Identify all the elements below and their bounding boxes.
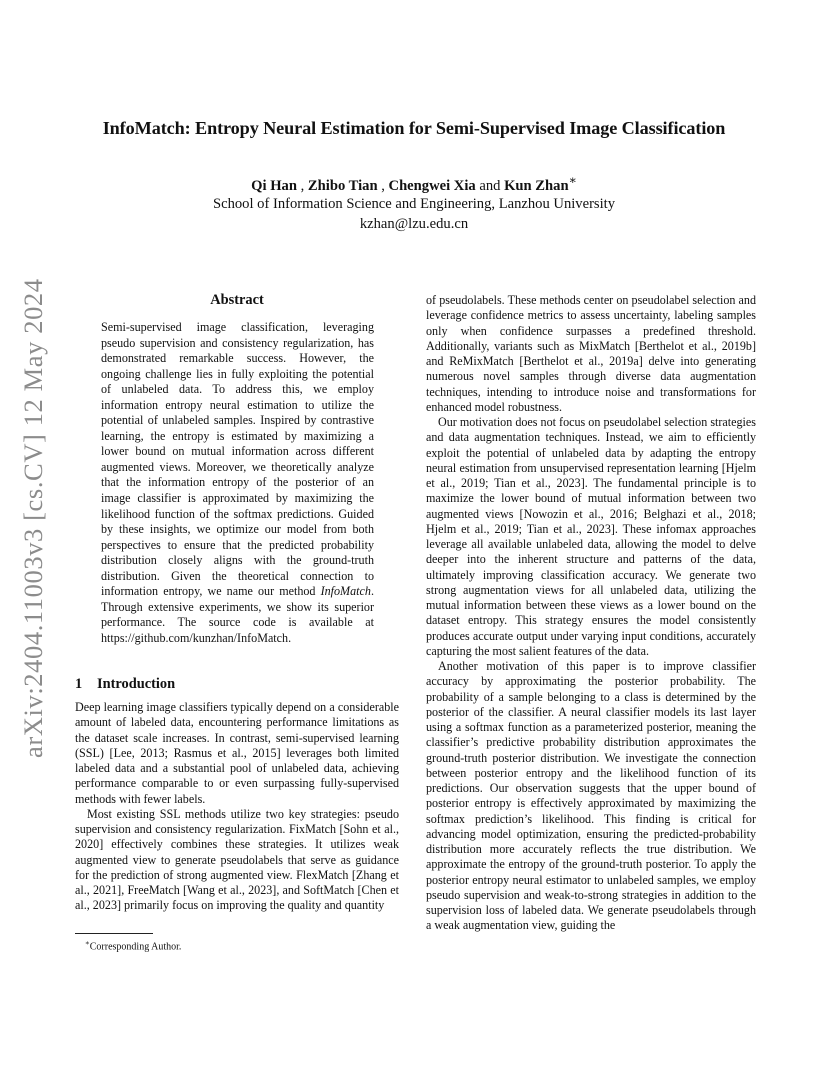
author-name: Qi Han: [251, 177, 297, 194]
paragraph: Most existing SSL methods utilize two key strategies: pseudo supervision and consistency regularization. FixMatch [Sohn et al., 2020] effectively combines these strategies. It utilizes weak augmented view to generate pseudolabels that serve as guidance for the prediction of strong augmented view. FlexMatch [Zhang et al., 2021], FreeMatch [Wang et al., 2023], and SoftMatch [Chen et al., 2023] primarily focus on improving the quality and quantity: [75, 806, 399, 913]
footnote: [85, 939, 181, 952]
affiliation: School of Information Science and Engineering, Lanzhou University: [212, 196, 616, 212]
author-name: Kun Zhan: [504, 177, 569, 194]
paragraph: Deep learning image classifiers typically depend on a considerable amount of labeled data, encountering performance limitations as the dataset scale increases. In contrast, semi-supervised learning (SSL) [Lee, 2013; Rasmus et al., 2015] leverages both limited labeled data and a substantial pool of unlabeled data, achieving performance comparable to or even surpassing fully-supervised methods with fewer labels.: [75, 700, 399, 806]
author-name: Zhibo Tian: [307, 177, 378, 194]
abstract-heading: Abstract: [210, 292, 264, 308]
corresponding-author-mark: ∗: [568, 173, 577, 187]
footnote-text: Corresponding Author.: [89, 941, 182, 953]
section-heading-introduction: [75, 676, 175, 693]
paragraph: of pseudolabels. These methods center on pseudolabel selection and leverage confidence metrics to assess uncertainty, labeling samples only when confidence surpasses a predefined threshold. Additionally, variants such as MixMatch [Berthelot et al., 2019b] and ReMixMatch [Berthelot et al., 2019a] delve into generating numerous novel samples through diverse data augmentation techniques, intending to introduce noise and transformations for enhanced model robustness.: [426, 293, 756, 414]
author-name: Chengwei Xia: [388, 177, 476, 194]
abstract-body: [101, 320, 374, 646]
paper-title: InfoMatch: Entropy Neural Estimation for Semi-Supervised Image Classification: [102, 118, 726, 138]
author-list: [40, 173, 788, 195]
author-separator: ,: [377, 177, 389, 194]
paragraph: Another motivation of this paper is to improve classifier accuracy by approximating the posterior probability. The probability of a sample belonging to a class is determined by the posterior of the classifier. A neural classifier models its last layer using a softmax function as a parameterized posterior, meaning the classifier’s predictive probability distribution approximates the ground-truth posterior distribution. We investigate the connection between posterior entropy and the likelihood function of its predictions. Our observation suggests that the upper bound of posterior entropy is effectively approximated by maximizing the softmax prediction’s likelihood. This finding is critical for advancing model optimization, ensuring the predicted-probability distribution more accurately reflects the true distribution. We approximate the entropy of the ground-truth posterior. To apply the posterior entropy neural estimator to unlabeled samples, we employ pseudo supervision and weak-to-strong strategies in addition to the supervision loss of labeled data. We generate pseudolabels through a weak augmentation view, guiding the: [426, 659, 756, 933]
right-column-body: [426, 293, 756, 934]
footnote-mark: ∗: [85, 939, 90, 947]
author-separator: and: [475, 177, 505, 194]
author-separator: ,: [296, 177, 308, 194]
author-email: kzhan@lzu.edu.cn: [359, 216, 469, 232]
paragraph: Our motivation does not focus on pseudolabel selection strategies and data augmentation techniques. Instead, we aim to efficiently exploit the potential of unlabeled data by adapting the entropy neural estimation from unsupervised representation learning [Hjelm et al., 2019; Tian et al., 2023]. The fundamental principle is to maximize the lower bound of mutual information between two augmented views [Nowozin et al., 2016; Belghazi et al., 2018; Hjelm et al., 2019; Tian et al., 2023]. These infomax approaches leverage all available unlabeled data, allowing the model to delve deeper into the inherent structure and patterns of the data, ultimately improving classification accuracy. We generate two strong augmentation views for all unlabeled data, utilizing the mutual information between these views as a lower bound on the dataset entropy. This strategy ensures the model consistently produces accurate output under varying input conditions, accurately capturing the most salient features of the data.: [426, 415, 756, 658]
section-number: 1: [75, 676, 83, 692]
arxiv-identifier: arXiv:2404.11003v3 [cs.CV] 12 May 2024: [18, 278, 48, 758]
abstract-text: Semi-supervised image classification, leveraging pseudo supervision and consistency regularization, has demonstrated remarkable success. However, the ongoing challenge lies in fully exploiting the potential of unlabeled data. To address this, we employ information entropy neural estimation to utilize the potential of unlabeled samples. Inspired by contrastive learning, the entropy is estimated by maximizing a lower bound on mutual information across different augmented views. Moreover, we theoretically analyze that the information entropy of the posterior of an image classifier is approximated by maximizing the likelihood function of the softmax predictions. Guided by these insights, we optimize our model from both perspectives to ensure that the predicted probability distribution closely aligns with the ground-truth distribution. Given the theoretical connection to information entropy, we name our method: [101, 320, 374, 599]
left-column-body: [75, 700, 399, 914]
abstract-text-end: . Through extensive experiments, we show its superior performance. The source code is available at https://github.com/kunzhan/InfoMatch.: [101, 584, 374, 645]
section-title: Introduction: [97, 676, 176, 692]
method-name: InfoMatch: [320, 584, 371, 599]
footnote-rule: [75, 933, 153, 934]
